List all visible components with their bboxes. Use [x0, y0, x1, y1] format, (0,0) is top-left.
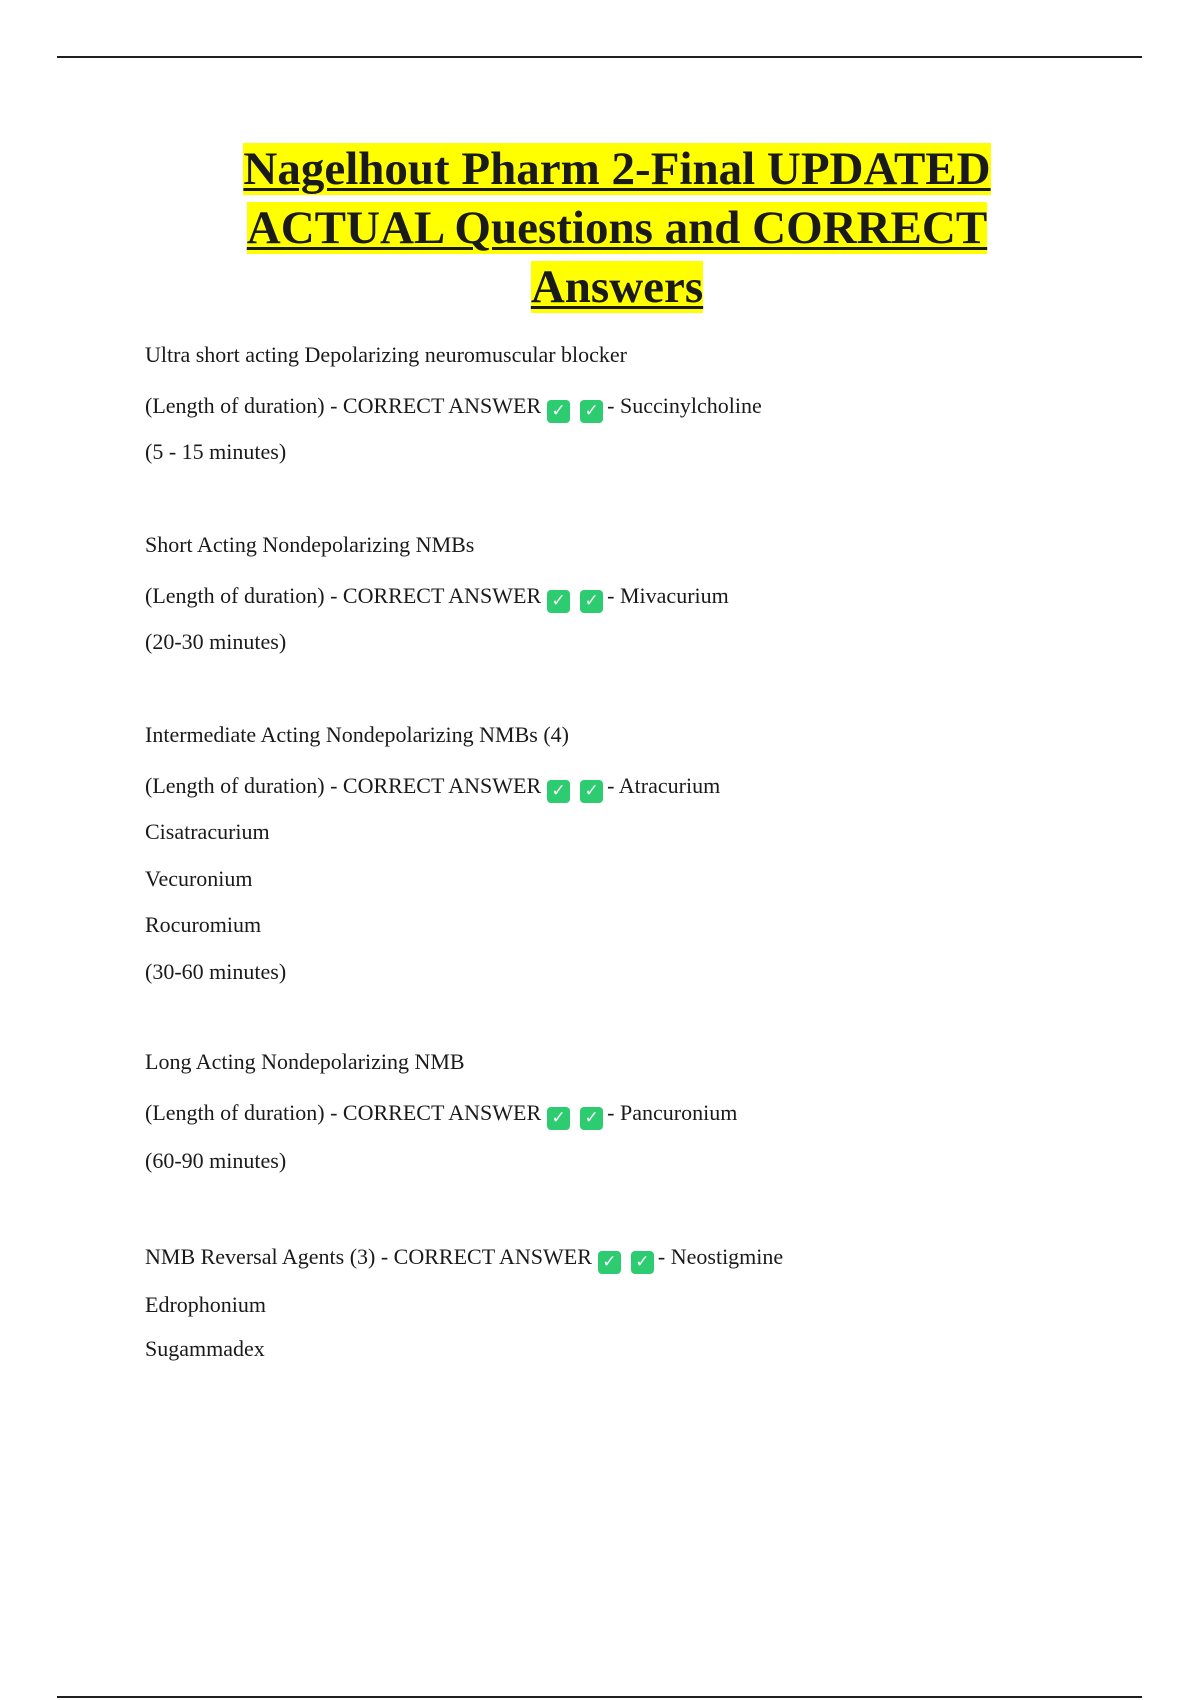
answer-prefix: (Length of duration) - CORRECT ANSWER [145, 1100, 542, 1125]
answer-text: - Pancuronium [607, 1100, 738, 1125]
check-icon: ✓ [580, 780, 603, 803]
answer-text: - Neostigmine [657, 1244, 784, 1269]
answer-extra: (60-90 minutes) [145, 1148, 287, 1173]
title-line-2: ACTUAL Questions and CORRECT [246, 202, 988, 254]
check-icon: ✓ [580, 590, 603, 613]
check-icon: ✓ [631, 1251, 654, 1274]
check-icon: ✓ [598, 1251, 621, 1274]
answer-extra: (5 - 15 minutes) [145, 439, 287, 464]
check-icon: ✓ [547, 590, 570, 613]
answer-line-4 [145, 1098, 737, 1130]
question-2: Short Acting Nondepolarizing NMBs [145, 532, 475, 557]
answer-extra: Edrophonium [145, 1292, 266, 1317]
answer-prefix: NMB Reversal Agents (3) - CORRECT ANSWER [145, 1244, 592, 1269]
answer-extra: (30-60 minutes) [145, 959, 287, 984]
answer-line-1 [145, 391, 762, 423]
bottom-rule [57, 1696, 1142, 1698]
answer-prefix: (Length of duration) - CORRECT ANSWER [145, 773, 542, 798]
title-line-3: Answers [530, 261, 704, 313]
top-rule [57, 56, 1142, 58]
document-title [0, 140, 1200, 317]
question-4: Long Acting Nondepolarizing NMB [145, 1049, 465, 1074]
question-1: Ultra short acting Depolarizing neuromuscular blocker [145, 342, 628, 367]
answer-text: - Atracurium [607, 773, 721, 798]
check-icon: ✓ [547, 780, 570, 803]
title-line-1: Nagelhout Pharm 2-Final UPDATED [243, 143, 991, 195]
answer-text: - Succinylcholine [607, 393, 762, 418]
answer-line-5 [145, 1242, 783, 1274]
answer-extra: Vecuronium [145, 866, 253, 891]
answer-extra: Rocuromium [145, 912, 262, 937]
check-icon: ✓ [547, 400, 570, 423]
check-icon: ✓ [580, 1107, 603, 1130]
answer-line-2 [145, 581, 729, 613]
answer-text: - Mivacurium [607, 583, 729, 608]
answer-extra: Sugammadex [145, 1336, 265, 1361]
check-icon: ✓ [547, 1107, 570, 1130]
answer-prefix: (Length of duration) - CORRECT ANSWER [145, 393, 542, 418]
check-icon: ✓ [580, 400, 603, 423]
answer-extra: Cisatracurium [145, 819, 270, 844]
answer-prefix: (Length of duration) - CORRECT ANSWER [145, 583, 542, 608]
question-3: Intermediate Acting Nondepolarizing NMBs (4) [145, 722, 570, 747]
answer-line-3 [145, 771, 720, 803]
answer-extra: (20-30 minutes) [145, 629, 287, 654]
